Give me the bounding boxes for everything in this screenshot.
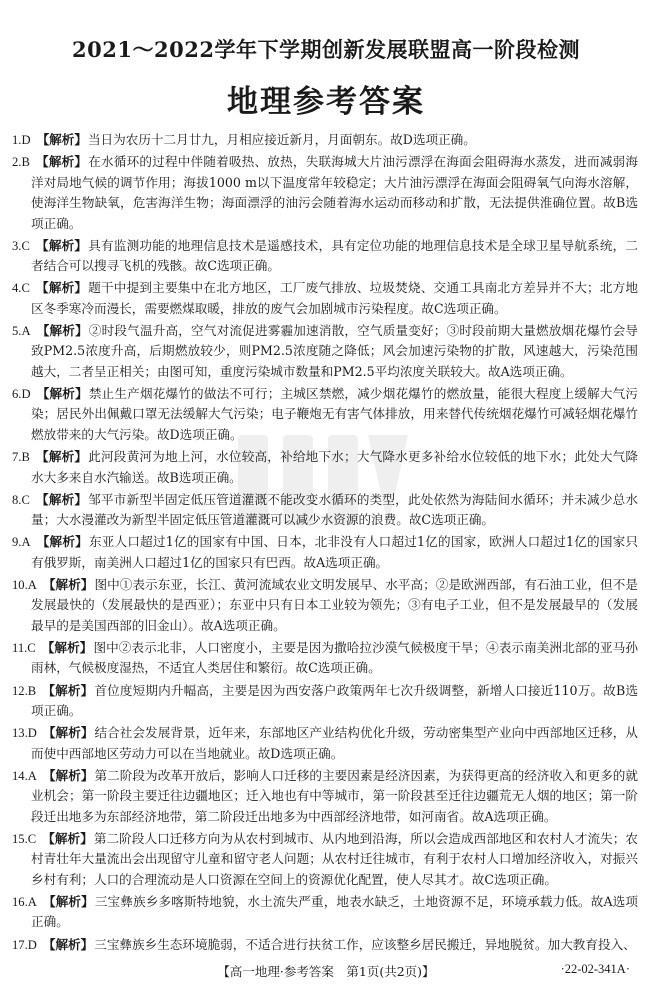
analysis-text: 邹平市新型半固定低压管道灌溉不能改变水循环的类型，此处依然为海陆间水循环；并未减少总水量；大水漫灌改为新型半固定低压管道灌溉可以减少水资源的浪费。故C选项正确。 (31, 491, 639, 528)
analysis-tag: 【解析】 (35, 491, 88, 507)
answer-number: 5. (12, 323, 22, 338)
answer-choice: A (27, 768, 37, 783)
analysis-text: 三宝彝族乡生态环境脆弱，不适合进行扶贫工作，应该整乡居民搬迁，异地脱贫。加大教育投入、 (94, 936, 636, 952)
answer-choice: B (21, 155, 30, 170)
answer-choice: A (21, 323, 31, 338)
answer-choice: D (27, 937, 37, 952)
analysis-text: 首位度短期内升幅高，主要是因为西安落户政策两年七次升级调整，新增人口接近110万。故B选项正确。 (31, 682, 639, 719)
answer-item (12, 532, 638, 573)
answer-number: 9. (12, 535, 22, 550)
page-footer (0, 962, 652, 980)
answer-item (12, 236, 638, 277)
answer-choice: C (27, 640, 36, 655)
answer-number: 11. (12, 640, 28, 655)
answer-item (12, 766, 638, 828)
analysis-text: ②时段气温升高，空气对流促进雾霾加速消散，空气质量变好；③时段前期大量燃放烟花爆竹会导致PM2.5浓度升高，后期燃放较少，则PM2.5浓度随之降低；风会加速污染物的扩散，风速越大，污染范围越大，二者呈正相关；由图可知，重度污染城市数量和PM2.5平均浓度关联较大。故A选项正确。 (31, 322, 639, 379)
answer-number: 16. (12, 894, 28, 909)
analysis-tag: 【解析】 (41, 639, 93, 655)
analysis-tag: 【解析】 (42, 767, 94, 783)
answer-number: 10. (12, 577, 28, 592)
answer-choice: D (21, 386, 31, 401)
analysis-text: 具有监测功能的地理信息技术是遥感技术，具有定位功能的地理信息技术是全球卫星导航系统，二者结合可以搜寻飞机的残骸。故C选项正确。 (31, 237, 639, 274)
answer-item (12, 321, 638, 383)
page-subtitle: 地理参考答案 (227, 84, 425, 120)
answer-item (12, 892, 638, 933)
answer-number: 17. (12, 937, 28, 952)
analysis-tag: 【解析】 (36, 132, 87, 147)
answer-item (12, 681, 638, 722)
answer-item (12, 723, 638, 764)
answer-number: 14. (12, 768, 28, 783)
analysis-text: 图中②表示北非，人口密度小，主要是因为撒哈拉沙漠气候极度干旱；④表示南美洲北部的亚马孙雨林，气候极度湿热，不适宜人类居住和繁衍。故C选项正确。 (31, 639, 639, 676)
answer-choice: D (21, 133, 31, 147)
analysis-text: 在水循环的过程中伴随着吸热、放热，失联海城大片油污漂浮在海面会阻碍海水蒸发，进而减弱海洋对局地气候的调节作用；海拔1000 m以下温度常年较稳定；大片油污漂浮在海面会阻碍氧气向海水溶解，使海洋生物缺氧，危害海洋生物；海面漂浮的油污会随着海水运动而移动和扩散，无法提供淮确位置。故B选项正确。 (31, 154, 639, 231)
analysis-tag: 【解析】 (35, 237, 88, 253)
answer-item (12, 575, 638, 637)
analysis-tag: 【解析】 (35, 449, 88, 465)
answer-choice: B (27, 683, 37, 698)
answer-list (12, 130, 638, 957)
footer-doc-code: ·22-02-341A· (560, 962, 630, 976)
answer-item (12, 829, 638, 891)
answer-choice: D (27, 726, 37, 741)
analysis-tag: 【解析】 (36, 385, 88, 401)
analysis-tag: 【解析】 (42, 830, 93, 846)
footer-page-info: 【高一地理·参考答案 第1页(共2页)】 (217, 964, 435, 979)
analysis-tag: 【解析】 (42, 893, 94, 909)
answer-number: 12. (12, 683, 28, 698)
answer-item (12, 638, 638, 679)
answer-number: 2. (12, 155, 22, 170)
answer-number: 8. (12, 492, 22, 507)
answer-choice: C (27, 831, 37, 846)
answer-number: 15. (12, 831, 28, 846)
answer-choice: A (27, 577, 37, 592)
analysis-tag: 【解析】 (35, 154, 88, 170)
analysis-tag: 【解析】 (36, 322, 88, 338)
answer-number: 7. (12, 450, 22, 465)
analysis-text: 第二阶段人口迁移方向为从农村到城市、从内地到沿海，所以会造成西部地区和农村人才流失；农村青壮年大量流出会出现留守儿童和留守老人问题；从农村迁往城市，有利于农村人口增加经济收入，对振兴乡村有利；人口的合理流动是人口资源在空间上的资源优化配置，使人尽其才。故C选项正确。 (31, 830, 638, 887)
answer-item (12, 152, 638, 234)
answer-choice: A (27, 894, 37, 909)
analysis-text: 题干中提到主要集中在北方地区，工厂废气排放、垃圾焚烧、交通工具南北方差异并不大；北方地区冬季寒冷而漫长，需要燃煤取暖，排放的废气会加剧城市污染程度。故C选项正确。 (31, 280, 639, 316)
answer-item (12, 278, 638, 319)
analysis-tag: 【解析】 (42, 936, 94, 952)
answer-number: 1. (12, 133, 22, 147)
answer-choice: A (21, 535, 31, 550)
answer-number: 6. (12, 386, 22, 401)
page-title: 2021～2022学年下学期创新发展联盟高一阶段检测 (72, 37, 580, 62)
analysis-text: 图中①表示东亚，长江、黄河流域农业文明发展早、水平高；②是欧洲西部，有石油工业，但不是发展最快的（发展最快的是西亚）；东亚中只有日本工业较为领先；③有电子工业，但不是发展最早的（发展最早的是美国西部的旧金山）。故A选项正确。 (31, 576, 639, 633)
answer-choice: C (21, 281, 30, 296)
analysis-text: 三宝彝族乡多喀斯特地貌，水土流失严重，地表水缺乏，土地资源不足，环境承载力低。故A选项正确。 (31, 893, 638, 930)
analysis-tag: 【解析】 (36, 534, 88, 550)
answer-choice: C (21, 238, 30, 253)
analysis-tag: 【解析】 (42, 725, 94, 741)
analysis-text: 结合社会发展背景，近年来，东部地区产业结构优化升级，劳动密集型产业向中西部地区迁移，从而使中西部地区劳动力可以在当地就业。故D选项正确。 (31, 725, 639, 761)
answer-item (12, 447, 638, 488)
answer-item (12, 935, 638, 956)
answer-number: 4. (12, 281, 22, 296)
answer-choice: C (21, 492, 30, 507)
analysis-tag: 【解析】 (35, 280, 88, 296)
analysis-text: 第二阶段为改革开放后，影响人口迁移的主要因素是经济因素，为获得更高的经济收入和更多的就业机会；第一阶段主要迁往边疆地区；迁入地也有中等城市，第一阶段甚至迁往边疆荒无人烟的地区；第一阶段迁出地多为东部经济地带，第二阶段迁出地多为中西部经济地带，如河南省。故A选项正确。 (31, 767, 639, 824)
answer-choice: B (21, 450, 30, 465)
analysis-text: 当日为农历十二月廿九，月相应接近新月，月面朝东。故D选项正确。 (87, 132, 476, 147)
analysis-text: 禁止生产烟花爆竹的做法不可行；主城区禁燃，减少烟花爆竹的燃放量，能很大程度上缓解大气污染；居民外出佩戴口罩无法缓解大气污染；电子鞭炮无有害气体排放，用来替代传统烟花爆竹可减轻烟花爆竹燃放带来的大气污染。故D选项正确。 (31, 385, 639, 442)
answer-item (12, 490, 638, 531)
analysis-tag: 【解析】 (42, 682, 94, 698)
analysis-text: 东亚人口超过1亿的国家有中国、日本，北非没有人口超过1亿的国家，欧洲人口超过1亿的国家只有俄罗斯，南美洲人口超过1亿的国家只有巴西。故A选项正确。 (31, 534, 638, 570)
answer-number: 13. (12, 726, 28, 741)
answer-item (12, 130, 638, 151)
answer-item (12, 384, 638, 446)
analysis-tag: 【解析】 (42, 576, 94, 592)
analysis-text: 此河段黄河为地上河，水位较高，补给地下水；大气降水更多补给水位较低的地下水；此处大气降水大多来自水汽输送。故B选项正确。 (31, 449, 639, 485)
answer-number: 3. (12, 238, 22, 253)
